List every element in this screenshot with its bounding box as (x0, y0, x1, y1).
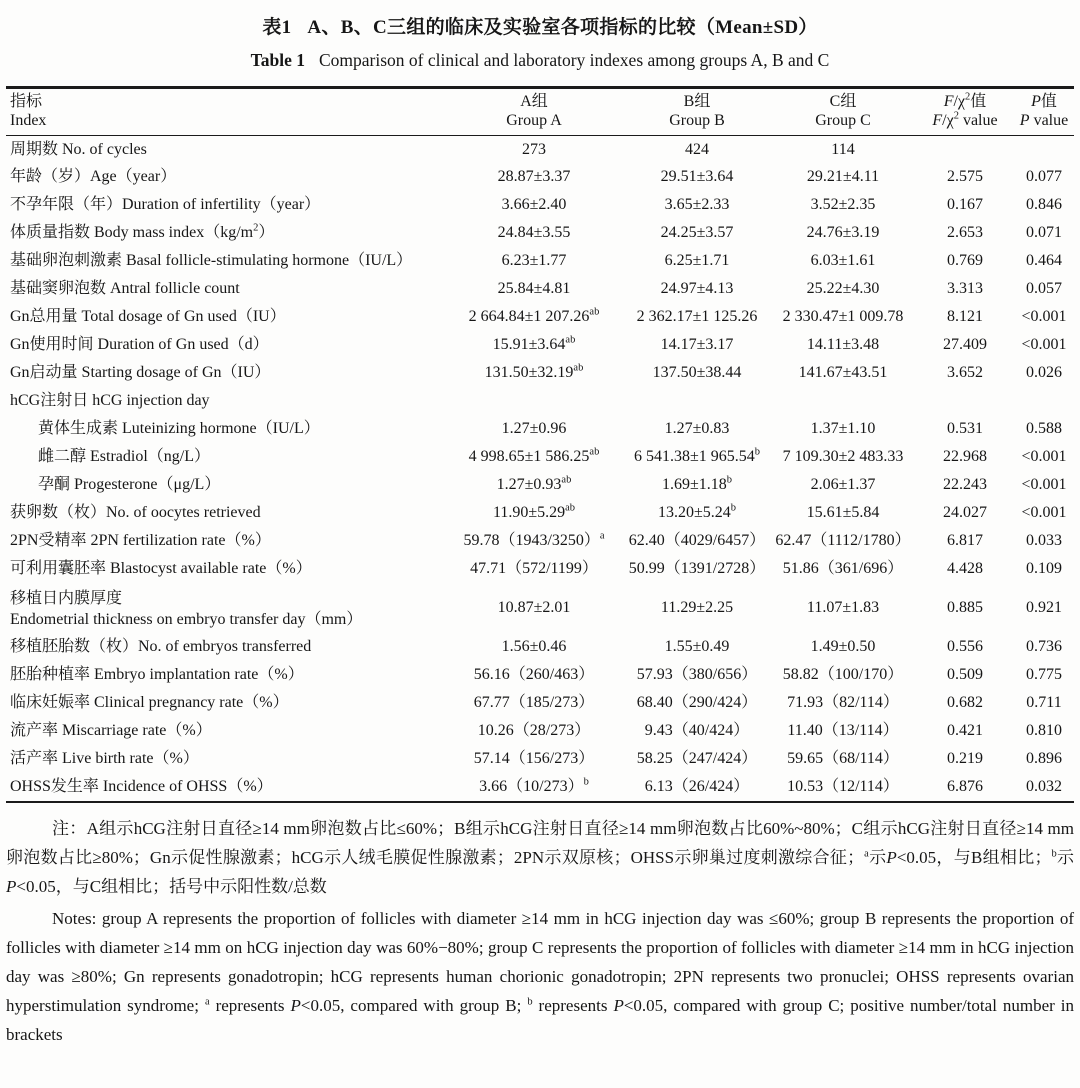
cell: 131.50±32.19$^{ab}$ (484, 362, 584, 382)
cell: 0.531 (947, 420, 983, 438)
cell: 11.40（13/114） (787, 722, 899, 740)
table-row (6, 556, 1074, 584)
cell: 14.17±3.17 (660, 336, 734, 354)
cell: 0.556 (947, 638, 983, 656)
table-row (6, 248, 1074, 276)
cell: 24.84±3.55 (497, 224, 571, 242)
cell: 29.51±3.64 (660, 168, 734, 186)
cell: 3.313 (947, 280, 983, 298)
cell: 15.91±3.64$^{ab}$ (492, 334, 576, 354)
row-label: 活产率 Live birth rate（%） (10, 750, 199, 768)
cell: 6.23±1.77 (501, 252, 567, 270)
cell: 11.90±5.29$^{ab}$ (492, 502, 576, 522)
cell: 0.421 (947, 722, 983, 740)
cell: 57.14（156/273） (473, 750, 595, 768)
cell: 0.769 (947, 252, 983, 270)
header-p-value-en: P value (1019, 112, 1069, 129)
row-label: OHSS发生率 Incidence of OHSS（%） (10, 777, 273, 795)
cell: 0.846 (1026, 196, 1062, 214)
cell: 7 109.30±2 483.33 (782, 448, 904, 466)
row-label: hCG注射日 hCG injection day (10, 392, 210, 410)
cell: 11.07±1.83 (806, 599, 880, 617)
table-row (6, 718, 1074, 746)
header-row (6, 88, 1074, 136)
table-row (6, 690, 1074, 718)
comparison-table (6, 86, 1074, 803)
table-number-zh: 表1 (262, 17, 292, 38)
cell: 10.26（28/273） (477, 722, 591, 740)
cell: 0.588 (1026, 420, 1062, 438)
note-zh: 注：A组示hCG注射日直径≥14 mm卵泡数占比≤60%；B组示hCG注射日直径≥14 mm卵泡数占比60%~80%；C组示hCG注射日直径≥14 mm卵泡数占比≥80%；Gn示促性腺激素；hCG示人绒毛膜促性腺激素；2PN示双原核；OHSS示卵巢过度刺激综合征；$^a$示P<0.05，与B组相比；$^b$示P<0.05，与C组相比；括号中示阳性数/总数 (6, 818, 1075, 896)
cell: 59.65（68/114） (787, 750, 899, 768)
row-label: 黄体生成素 Luteinizing hormone（IU/L） (38, 420, 320, 438)
table-row (6, 388, 1074, 416)
header-group-a-en: Group A (506, 112, 562, 129)
table-row (6, 634, 1074, 662)
cell: 22.243 (943, 476, 987, 494)
table-row (6, 136, 1074, 164)
row-label: 获卵数（枚）No. of oocytes retrieved (10, 504, 261, 522)
cell: 71.93（82/114） (787, 694, 899, 712)
header-group-c-zh: C组 (829, 93, 857, 110)
cell: 6.876 (947, 777, 983, 795)
cell: 57.93（380/656） (636, 666, 758, 684)
cell: 3.52±2.35 (810, 196, 876, 214)
header-index-zh: 指标 (10, 93, 43, 110)
cell: 6.817 (947, 532, 983, 550)
cell: 22.968 (943, 448, 987, 466)
cell: 14.11±3.48 (806, 336, 880, 354)
cell: 0.077 (1026, 168, 1062, 186)
table-row (6, 164, 1074, 192)
cell: 13.20±5.24$^b$ (657, 502, 737, 522)
row-label: 周期数 No. of cycles (10, 140, 147, 158)
cell: 24.97±4.13 (660, 280, 734, 298)
row-label: 可利用囊胚率 Blastocyst available rate（%） (10, 560, 312, 578)
cell: 0.026 (1026, 364, 1062, 382)
cell: 25.22±4.30 (806, 280, 880, 298)
header-p-value-zh: P值 (1031, 93, 1057, 110)
cell: 1.37±1.10 (810, 420, 876, 438)
cell: 56.16（260/463） (473, 666, 595, 684)
cell: 2 330.47±1 009.78 (782, 308, 904, 326)
cell: 24.76±3.19 (806, 224, 880, 242)
cell: 27.409 (943, 336, 987, 354)
cell: 2 664.84±1 207.26$^{ab}$ (468, 306, 600, 326)
cell: 6.13（26/424） (644, 777, 750, 795)
cell: 0.071 (1026, 224, 1062, 242)
cell: 6 541.38±1 965.54$^b$ (633, 446, 761, 466)
cell: 68.40（290/424） (636, 694, 758, 712)
cell: 47.71（572/1199） (470, 560, 598, 578)
cell: 0.033 (1026, 532, 1062, 550)
cell: 0.032 (1026, 777, 1062, 795)
cell: <0.001 (1021, 476, 1067, 494)
cell: 0.736 (1026, 638, 1062, 656)
table-title-en (6, 50, 1074, 71)
table-row (6, 528, 1074, 556)
header-group-b-zh: B组 (683, 93, 711, 110)
header-index-en: Index (10, 112, 47, 129)
row-label: Gn启动量 Starting dosage of Gn（IU） (10, 364, 271, 382)
row-label: 基础卵泡刺激素 Basal follicle-stimulating hormone（IU/L） (10, 252, 413, 270)
cell: 0.711 (1026, 694, 1062, 712)
cell: 1.27±0.93$^{ab}$ (496, 474, 572, 494)
cell: 8.121 (947, 308, 983, 326)
cell: 0.896 (1026, 750, 1062, 768)
table-row (6, 774, 1074, 802)
cell: 2 362.17±1 125.26 (636, 308, 758, 326)
cell: 1.49±0.50 (810, 638, 876, 656)
header-f-value-en: $F/\chi^2$ value (932, 110, 998, 129)
cell: 10.87±2.01 (497, 599, 571, 617)
footnotes (6, 814, 1074, 1049)
cell: 3.652 (947, 364, 983, 382)
cell: 62.47（1112/1780） (775, 532, 911, 550)
cell: 58.25（247/424） (636, 750, 758, 768)
table-title-zh (6, 12, 1074, 39)
header-group-a-zh: A组 (520, 93, 548, 110)
table-row (6, 192, 1074, 220)
cell: 0.509 (947, 666, 983, 684)
table-row (6, 416, 1074, 444)
table-row (6, 360, 1074, 388)
cell: 10.53（12/114） (787, 777, 899, 795)
cell: 0.810 (1026, 722, 1062, 740)
cell: 0.167 (947, 196, 983, 214)
table-row (6, 746, 1074, 774)
table-row (6, 444, 1074, 472)
cell: 2.575 (947, 168, 983, 186)
cell: 137.50±38.44 (652, 364, 742, 382)
table-body (6, 136, 1074, 802)
cell (624, 388, 770, 416)
cell: 4 998.65±1 586.25$^{ab}$ (468, 446, 600, 466)
table-row (6, 662, 1074, 690)
table-row (6, 276, 1074, 304)
cell: $59.78(1943/3250)^a$ (463, 530, 605, 550)
cell: 424 (685, 140, 709, 158)
header-f-value-zh: $F/\chi^2$值 (943, 91, 987, 110)
table-row (6, 584, 1074, 634)
cell: 0.219 (947, 750, 983, 768)
row-label: 移植日内膜厚度 Endometrial thickness on embryo transfer day（mm） (10, 589, 363, 628)
cell: 0.109 (1026, 560, 1062, 578)
cell: 3.66±2.40 (501, 196, 567, 214)
cell: 6.03±1.61 (810, 252, 876, 270)
cell: <0.001 (1021, 448, 1067, 466)
header-group-b (624, 88, 770, 136)
cell: 1.55±0.49 (664, 638, 730, 656)
cell: <0.001 (1021, 336, 1067, 354)
cell: 9.43（40/424） (644, 722, 750, 740)
table-row (6, 472, 1074, 500)
cell: 29.21±4.11 (806, 168, 880, 186)
row-label: 体质量指数 Body mass $index(kg/m^2)$ (10, 222, 275, 242)
cell (1014, 388, 1074, 416)
cell: 1.69±1.18$^b$ (661, 474, 733, 494)
table-row (6, 304, 1074, 332)
table-title-en-text: Comparison of clinical and laboratory indexes among groups A, B and C (318, 50, 830, 70)
cell: 6.25±1.71 (664, 252, 730, 270)
header-p-value (1014, 88, 1074, 136)
cell: 2.06±1.37 (810, 476, 876, 494)
cell: 4.428 (947, 560, 983, 578)
row-label: 流产率 Miscarriage rate（%） (10, 722, 212, 740)
row-label: 临床妊娠率 Clinical pregnancy rate（%） (10, 694, 289, 712)
row-label: 基础窦卵泡数 Antral follicle count (10, 280, 240, 298)
table-title-zh-text: A、B、C三组的临床及实验室各项指标的比较（Mean±SD） (307, 17, 818, 38)
cell: 2.653 (947, 224, 983, 242)
cell: $3.66(10/273)^b$ (479, 776, 589, 795)
header-group-a (444, 88, 624, 136)
header-group-b-en: Group B (669, 112, 725, 129)
cell (916, 388, 1014, 416)
cell: 15.61±5.84 (806, 504, 880, 522)
row-label: 孕酮 Progesterone（μg/L） (38, 476, 221, 494)
cell: 0.057 (1026, 280, 1062, 298)
header-index (6, 88, 444, 136)
table-row (6, 220, 1074, 248)
cell: 25.84±4.81 (497, 280, 571, 298)
header-group-c-en: Group C (815, 112, 871, 129)
row-label: 年龄（岁）Age（year） (10, 168, 177, 186)
cell: 141.67±43.51 (798, 364, 888, 382)
cell: 273 (522, 140, 546, 158)
cell: 0.775 (1026, 666, 1062, 684)
cell: 1.27±0.96 (501, 420, 567, 438)
cell: 1.27±0.83 (664, 420, 730, 438)
cell: 114 (831, 140, 855, 158)
cell: 67.77（185/273） (473, 694, 595, 712)
cell: 24.25±3.57 (660, 224, 734, 242)
cell: 1.56±0.46 (501, 638, 567, 656)
table-number-en: Table 1 (250, 50, 305, 70)
header-f-value (916, 88, 1014, 136)
cell (1014, 136, 1074, 164)
cell (770, 388, 916, 416)
cell: 0.921 (1026, 599, 1062, 617)
cell: <0.001 (1021, 308, 1067, 326)
header-group-c (770, 88, 916, 136)
cell (444, 388, 624, 416)
table-row (6, 500, 1074, 528)
row-label: 不孕年限（年）Duration of infertility（year） (10, 196, 321, 214)
note-en: Notes: group A represents the proportion of follicles with diameter ≥14 mm in hCG injection day was ≤60%; group B represents the proportion of follicles with diameter ≥14 mm on hCG injection day was 60%−80%; group C represents the proportion of follicles with diameter ≥14 mm in hCG injection day was ≥80%; Gn represents gonadotropin; hCG represents human chorionic gonadotropin; 2PN represents two pronuclei; OHSS represents ovarian hyperstimulation syndrome; $^a$ represents P<0.05, compared with group B; $^b$ represents P<0.05, compared with group C; positive number/total number in brackets (6, 908, 1075, 1044)
table-header (6, 88, 1074, 136)
cell: 62.40（4029/6457） (628, 532, 766, 550)
row-label: Gn使用时间 Duration of Gn used（d） (10, 336, 269, 354)
cell: 28.87±3.37 (497, 168, 571, 186)
cell: <0.001 (1021, 504, 1067, 522)
cell: 24.027 (943, 504, 987, 522)
row-label: 移植胚胎数（枚）No. of embryos transferred (10, 638, 312, 656)
cell: 3.65±2.33 (664, 196, 730, 214)
row-label: 2PN受精率 2PN fertilization rate（%） (10, 532, 271, 550)
cell (916, 136, 1014, 164)
row-label: 雌二醇 Estradiol（ng/L） (38, 448, 210, 466)
cell: 50.99（1391/2728） (628, 560, 766, 578)
cell: 0.682 (947, 694, 983, 712)
cell: 0.885 (947, 599, 983, 617)
row-label: 胚胎种植率 Embryo implantation rate（%） (10, 666, 304, 684)
cell: 11.29±2.25 (660, 599, 734, 617)
table-row (6, 332, 1074, 360)
cell: 0.464 (1026, 252, 1062, 270)
cell: 51.86（361/696） (782, 560, 904, 578)
row-label: Gn总用量 Total dosage of Gn used（IU） (10, 308, 286, 326)
cell: 58.82（100/170） (782, 666, 904, 684)
